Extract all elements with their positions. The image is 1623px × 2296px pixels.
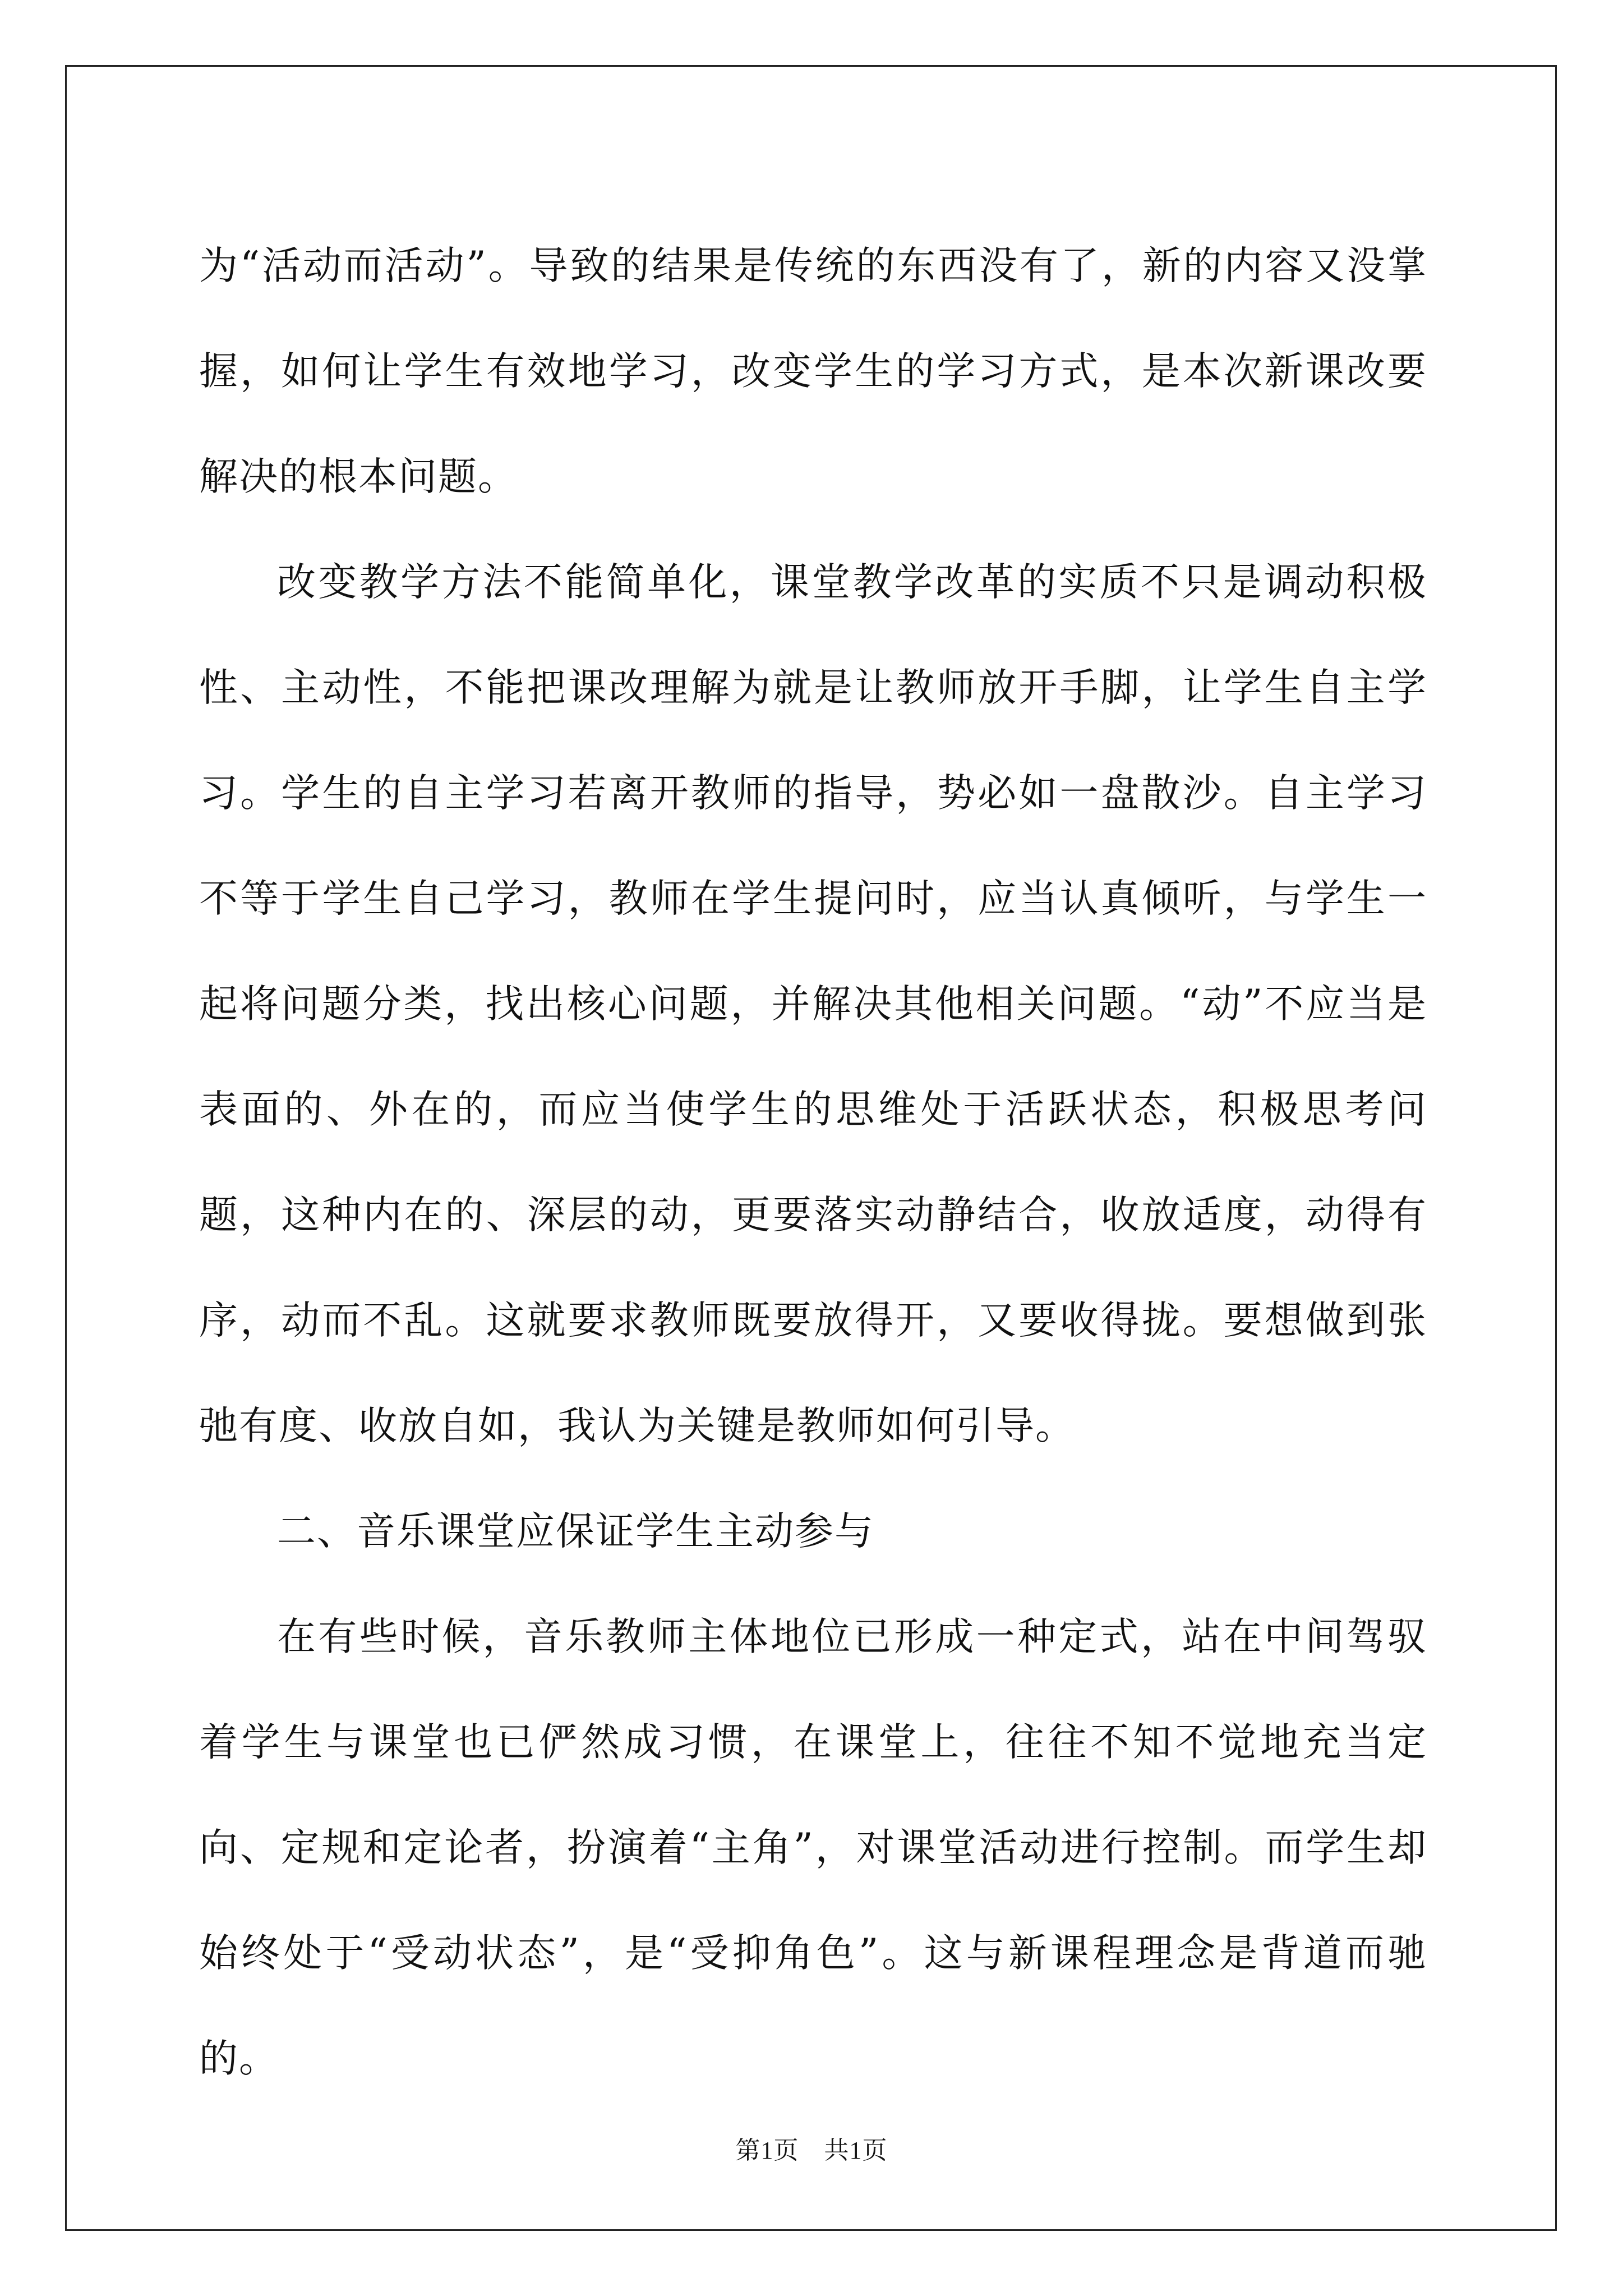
- page-footer: 第1页 共1页: [735, 2137, 888, 2164]
- paragraph-2: 改变教学方法不能简单化，课堂教学改革的实质不只是调动积极性、主动性，不能把课改理解为就是让教师放开手脚，让学生自主学习。学生的自主学习若离开教师的指导，势必如一盘散沙。自主学习不等于学生自己学习，教师在学生提问时，应当认真倾听，与学生一起将问题分类，找出核心问题，并解决其他相关问题。“动”不应当是表面的、外在的，而应当使学生的思维处于活跃状态，积极思考问题，这种内在的、深层的动，更要落实动静结合，收放适度，动得有序，动而不乱。这就要求教师既要放得开，又要收得拢。要想做到张弛有度、收放自如，我认为关键是教师如何引导。: [199, 560, 1427, 1448]
- paragraph-1: 为“活动而活动”。导致的结果是传统的东西没有了，新的内容又没掌握，如何让学生有效地学习，改变学生的学习方式，是本次新课改要解决的根本问题。: [199, 243, 1427, 499]
- paragraph-3: 在有些时候，音乐教师主体地位已形成一种定式，站在中间驾驭着学生与课堂也已俨然成习惯，在课堂上，往往不知不觉地充当定向、定规和定论者，扮演着“主角”，对课堂活动进行控制。而学生却始终处于“受动状态”，是“受抑角色”。这与新课程理念是背道而驰的。: [199, 1614, 1427, 2081]
- document-body: [199, 213, 1427, 2111]
- section-heading: 二、音乐课堂应保证学生主动参与: [277, 1509, 874, 1554]
